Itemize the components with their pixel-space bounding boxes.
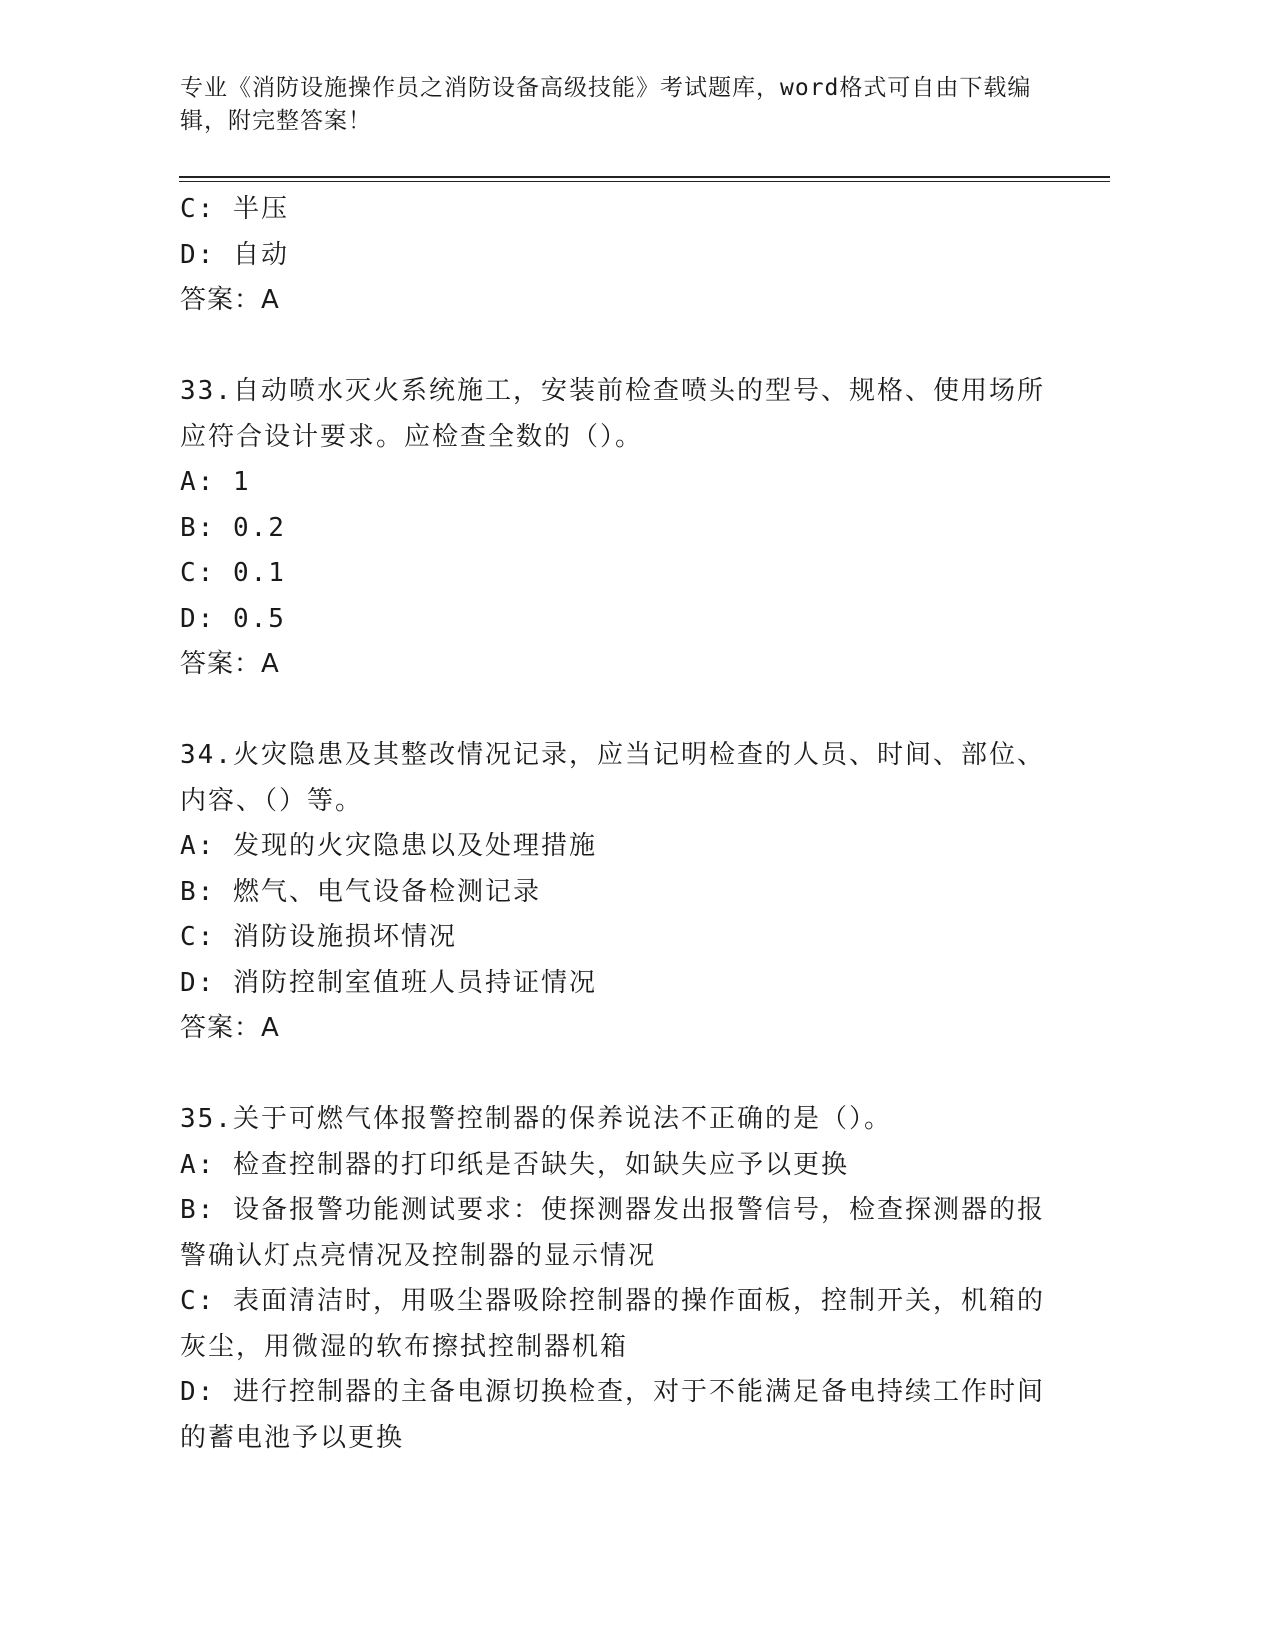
header-line-2: 辑，附完整答案！ [180, 108, 372, 134]
option-d-line-1: D: 进行控制器的主备电源切换检查，对于不能满足备电持续工作时间 [180, 1377, 1045, 1407]
option-d: D: 0.5 [180, 603, 286, 634]
header-line-1: 专业《消防设施操作员之消防设备高级技能》考试题库，word格式可自由下载编 [180, 75, 1032, 101]
question-text-line-1: 35.关于可燃气体报警控制器的保养说法不正确的是（）。 [180, 1104, 892, 1134]
option-b: B: 0.2 [180, 512, 286, 543]
option-d: D: 自动 [180, 239, 289, 270]
question-text-line-1: 33.自动喷水灭火系统施工，安装前检查喷头的型号、规格、使用场所 [180, 376, 1045, 406]
question-text-line-2: 应符合设计要求。应检查全数的（）。 [180, 421, 644, 452]
document-header [180, 72, 1060, 138]
answer-line: 答案：A [180, 1013, 280, 1043]
question-list [180, 187, 1080, 1461]
option-a: A: 检查控制器的打印纸是否缺失，如缺失应予以更换 [180, 1149, 849, 1180]
spacer [180, 1052, 1080, 1098]
option-b-line-2: 警确认灯点亮情况及控制器的显示情况 [180, 1240, 657, 1271]
option-d-line-2: 的蓄电池予以更换 [180, 1422, 405, 1453]
answer-line: 答案：A [180, 649, 280, 679]
header-divider-thin [179, 181, 1110, 182]
option-d: D: 消防控制室值班人员持证情况 [180, 967, 597, 998]
option-c: C: 半压 [180, 194, 289, 224]
question-text-line-2: 内容、（）等。 [180, 785, 364, 816]
option-c: C: 消防设施损坏情况 [180, 922, 457, 952]
question-34 [180, 733, 1080, 1052]
question-33 [180, 369, 1080, 688]
option-c: C: 0.1 [180, 558, 286, 588]
option-a: A: 1 [180, 467, 251, 497]
answer-line: 答案：A [180, 285, 280, 315]
question-text-line-1: 34.火灾隐患及其整改情况记录，应当记明检查的人员、时间、部位、 [180, 740, 1045, 770]
spacer [180, 688, 1080, 734]
spacer [180, 324, 1080, 370]
option-b: B: 燃气、电气设备检测记录 [180, 876, 541, 907]
question-35 [180, 1097, 1080, 1461]
option-b-line-1: B: 设备报警功能测试要求：使探测器发出报警信号，检查探测器的报 [180, 1195, 1045, 1225]
option-c-line-1: C: 表面清洁时，用吸尘器吸除控制器的操作面板，控制开关，机箱的 [180, 1286, 1045, 1316]
header-divider-thick [179, 176, 1110, 178]
option-a: A: 发现的火灾隐患以及处理措施 [180, 831, 597, 861]
question-32-tail [180, 187, 1080, 324]
option-c-line-2: 灰尘，用微湿的软布擦拭控制器机箱 [180, 1331, 629, 1362]
